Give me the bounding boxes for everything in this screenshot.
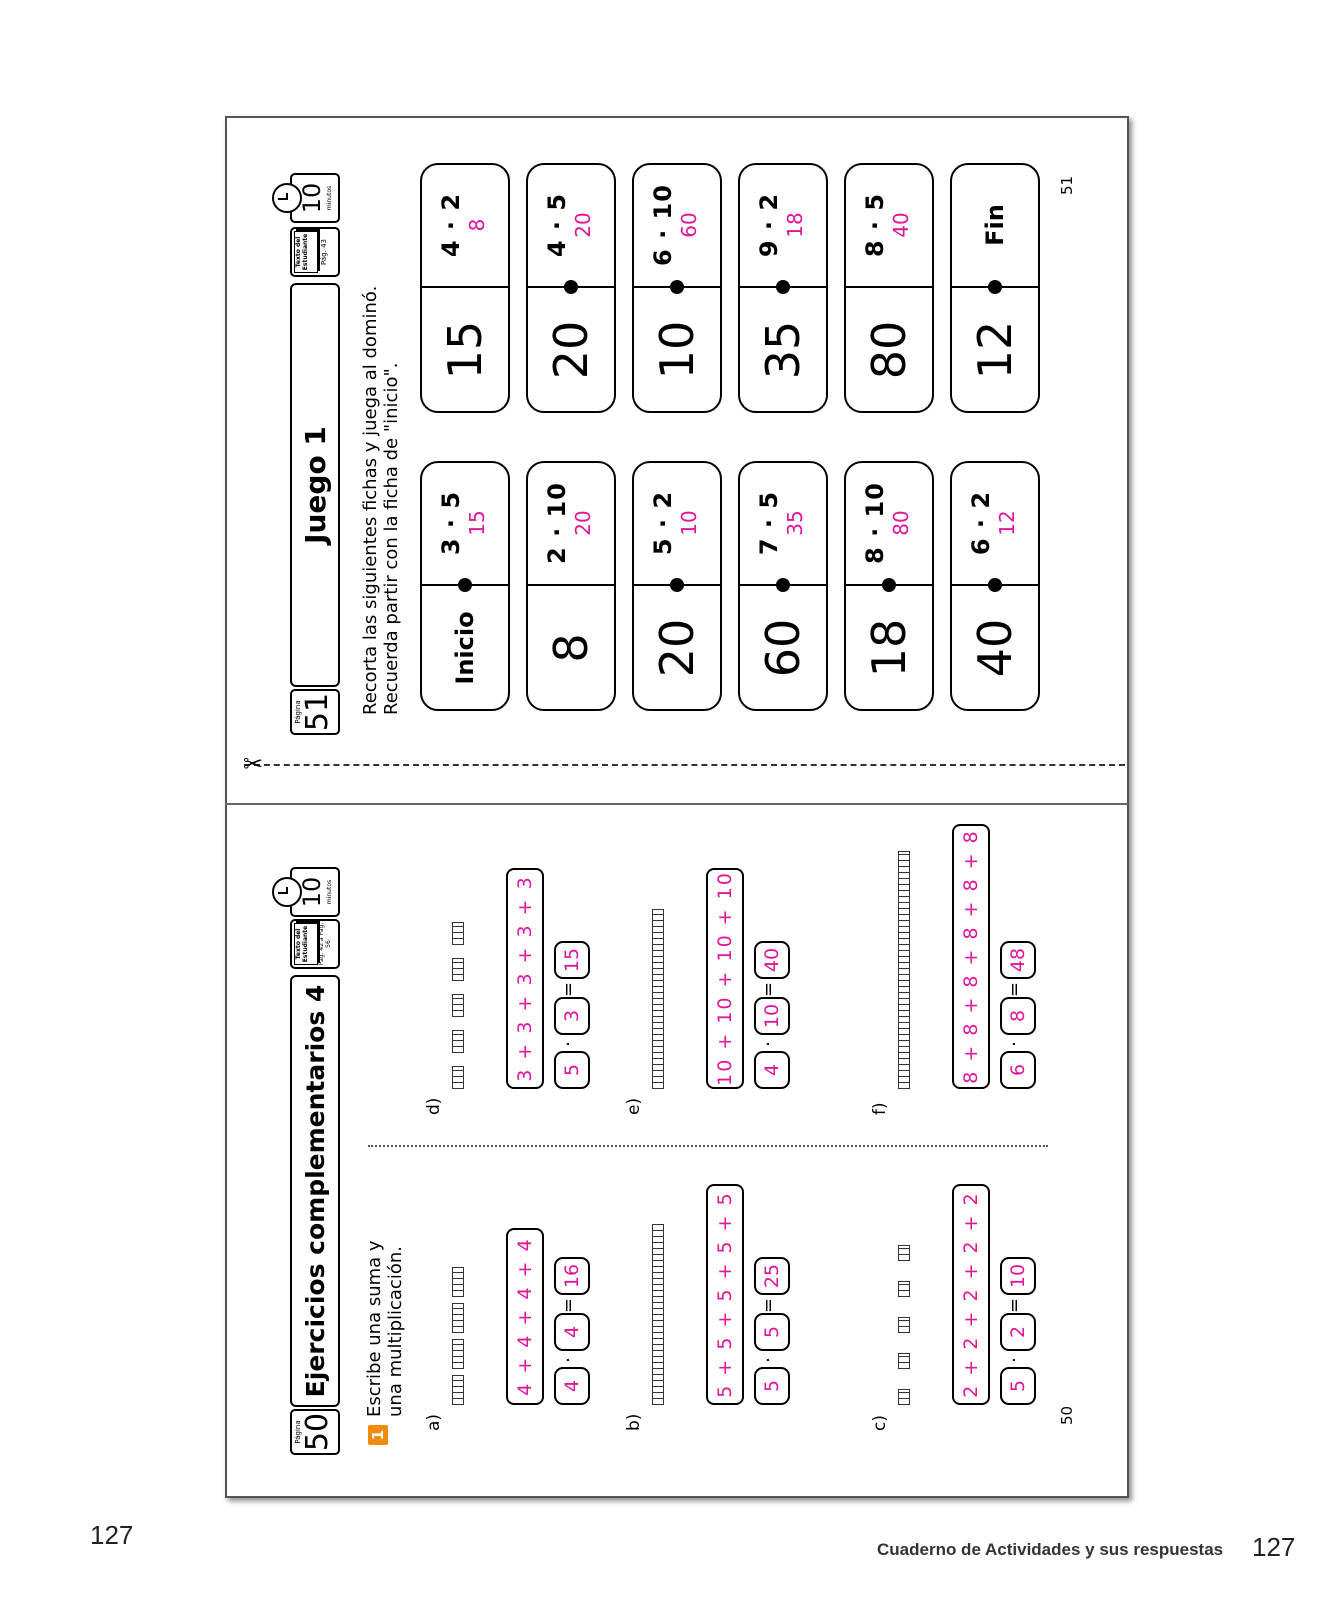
factor-box: 5	[554, 1051, 590, 1089]
domino-answer: 40	[889, 212, 913, 238]
texto-estudiante-ref	[290, 227, 340, 277]
timer-badge	[290, 867, 340, 917]
sum-answer: 10 + 10 + 10 + 10	[706, 868, 744, 1089]
multiply-operator: ·	[558, 1041, 579, 1047]
texto-ref: Pág. 42 a Pág. 56	[318, 922, 332, 966]
pagina-label: Página	[294, 700, 302, 724]
base-ten-block	[652, 1260, 664, 1297]
instruction-line-1: Escribe una suma y	[364, 1240, 385, 1417]
domino-tile[interactable]	[632, 461, 722, 711]
domino-left-value: 20	[544, 320, 598, 380]
domino-tile[interactable]	[420, 163, 510, 413]
pagina-label: Página	[294, 1420, 302, 1444]
page-number: 51	[1058, 175, 1076, 195]
pagina-number: 51	[300, 692, 335, 732]
domino-divider	[422, 286, 508, 288]
sum-answer: 3 + 3 + 3 + 3 + 3	[506, 868, 544, 1089]
pagina-number: 50	[300, 1412, 335, 1452]
base-ten-block	[452, 1339, 464, 1369]
equals-operator: =	[758, 1297, 779, 1313]
factor-box: 4	[554, 1313, 590, 1351]
page-fold	[225, 803, 1127, 805]
domino-left-value: Inicio	[451, 611, 479, 685]
equals-operator: =	[558, 981, 579, 997]
scissors-icon: ✂	[243, 750, 264, 778]
equals-operator: =	[1004, 1297, 1025, 1313]
domino-tile[interactable]	[526, 461, 616, 711]
exercise-number-badge: 1	[368, 1425, 388, 1445]
page-number: 50	[1058, 1405, 1076, 1425]
domino-answer: 60	[677, 212, 701, 238]
product-box: 15	[554, 941, 590, 979]
domino-tile[interactable]	[526, 163, 616, 413]
factor-box: 5	[1000, 1367, 1036, 1405]
domino-answer: 18	[783, 212, 807, 238]
factor-box: 5	[754, 1313, 790, 1351]
footer-page-number-right: 127	[1252, 1532, 1296, 1562]
domino-answer: 15	[465, 510, 489, 536]
base-ten-block	[452, 1303, 464, 1333]
sum-answer: 4 + 4 + 4 + 4	[506, 1228, 544, 1405]
timer-unit: minutos	[326, 879, 333, 905]
page-50	[290, 829, 1090, 1455]
domino-answer: 10	[677, 510, 701, 536]
domino-left-value: 15	[438, 320, 492, 380]
factor-box: 2	[1000, 1313, 1036, 1351]
domino-left-value: 35	[756, 320, 810, 380]
domino-expression: 4 · 2	[437, 192, 465, 258]
texto-estudiante-ref	[290, 919, 340, 969]
base-ten-block	[652, 909, 664, 981]
page-number-badge	[290, 689, 340, 735]
factor-box: 4	[754, 1051, 790, 1089]
exercise-label: f)	[870, 1102, 890, 1115]
domino-answer: 35	[783, 510, 807, 536]
product-box: 16	[554, 1257, 590, 1295]
instruction-line-2: Recuerda partir con la ficha de "inicio".	[381, 362, 402, 715]
base-ten-block	[898, 1281, 910, 1297]
timer-badge	[290, 173, 340, 223]
instruction-line-1: Recorta las siguientes fichas y juega al dominó.	[360, 285, 381, 715]
page-number-badge	[290, 1409, 340, 1455]
domino-answer: 80	[889, 510, 913, 536]
timer-minutes: 10	[298, 876, 326, 908]
instruction-line-2: una multiplicación.	[385, 1246, 406, 1417]
timer-unit: minutos	[326, 185, 333, 211]
factor-box: 6	[1000, 1051, 1036, 1089]
multiply-operator: ·	[1004, 1041, 1025, 1047]
domino-left-value: 12	[968, 320, 1022, 380]
domino-expression: 2 · 10	[543, 482, 571, 564]
factor-box: 8	[1000, 997, 1036, 1035]
page-title	[290, 283, 340, 687]
timer-minutes: 10	[298, 182, 326, 214]
factor-box: 3	[554, 997, 590, 1035]
domino-tile[interactable]	[632, 163, 722, 413]
domino-expression: 3 · 5	[437, 490, 465, 556]
domino-tile[interactable]	[420, 461, 510, 711]
multiply-operator: ·	[1004, 1357, 1025, 1363]
domino-answer: 20	[571, 510, 595, 536]
exercise-label: a)	[424, 1413, 444, 1431]
base-ten-block	[452, 994, 464, 1017]
multiply-operator: ·	[758, 1041, 779, 1047]
base-ten-block	[452, 1066, 464, 1089]
domino-left-value: 10	[650, 320, 704, 380]
domino-left-value: 20	[650, 618, 704, 678]
page-title	[290, 975, 340, 1407]
domino-tile[interactable]	[738, 163, 828, 413]
domino-tile[interactable]	[844, 461, 934, 711]
domino-expression: 6 · 10	[649, 184, 677, 266]
base-ten-block	[898, 1389, 910, 1405]
base-ten-block	[652, 1332, 664, 1369]
domino-left-value: 18	[862, 618, 916, 678]
domino-divider	[846, 286, 932, 288]
product-box: 10	[1000, 1257, 1036, 1295]
domino-left-value: 60	[756, 618, 810, 678]
domino-answer: 12	[995, 510, 1019, 536]
sum-answer: 8 + 8 + 8 + 8 + 8 + 8	[952, 824, 990, 1089]
page-51	[290, 155, 1090, 735]
instruction	[360, 155, 402, 715]
domino-expression: 5 · 2	[649, 490, 677, 556]
domino-answer: 8	[465, 218, 489, 232]
footer-page-number-left: 127	[90, 1520, 134, 1550]
base-ten-block	[652, 1224, 664, 1261]
factor-box: 5	[754, 1367, 790, 1405]
book-icon: Texto del Estudiante	[294, 923, 318, 965]
multiply-operator: ·	[558, 1357, 579, 1363]
book-icon: Texto del Estudiante	[294, 231, 318, 273]
base-ten-block	[452, 922, 464, 945]
domino-tile[interactable]	[738, 461, 828, 711]
exercise-label: d)	[424, 1097, 444, 1115]
equals-operator: =	[1004, 981, 1025, 997]
exercise-label: b)	[624, 1413, 644, 1431]
domino-left-value: 40	[968, 618, 1022, 678]
base-ten-block	[452, 1267, 464, 1297]
exercise-label: e)	[624, 1097, 644, 1115]
domino-answer: 20	[571, 212, 595, 238]
base-ten-block	[652, 1368, 664, 1405]
base-ten-block	[898, 1353, 910, 1369]
equals-operator: =	[758, 981, 779, 997]
exercise-label: c)	[870, 1415, 890, 1431]
base-ten-block	[898, 1317, 910, 1333]
domino-expression: 8 · 10	[861, 482, 889, 564]
instruction	[364, 1117, 406, 1417]
texto-ref: Pág. 43	[320, 239, 328, 265]
base-ten-block	[898, 1245, 910, 1261]
domino-tile[interactable]	[950, 461, 1040, 711]
product-box: 40	[754, 941, 790, 979]
domino-expression: 9 · 2	[755, 192, 783, 258]
factor-box: 10	[754, 997, 790, 1035]
domino-left-value: 80	[862, 320, 916, 380]
domino-expression: 4 · 5	[543, 192, 571, 258]
base-ten-block	[452, 1375, 464, 1405]
domino-divider	[528, 584, 614, 586]
base-ten-block	[452, 1030, 464, 1053]
domino-expression: 8 · 5	[861, 192, 889, 258]
domino-tile[interactable]	[844, 163, 934, 413]
base-ten-block	[452, 958, 464, 981]
domino-expression: 6 · 2	[967, 490, 995, 556]
sum-answer: 2 + 2 + 2 + 2 + 2	[952, 1184, 990, 1405]
cut-line	[244, 764, 1125, 766]
base-ten-block	[652, 1296, 664, 1333]
factor-box: 4	[554, 1367, 590, 1405]
page-title-text: Ejercicios complementarios 4	[300, 984, 330, 1398]
product-box: 48	[1000, 941, 1036, 979]
page-title-text: Juego 1	[298, 426, 332, 544]
domino-expression: 7 · 5	[755, 490, 783, 556]
sum-answer: 5 + 5 + 5 + 5 + 5	[706, 1184, 744, 1405]
product-box: 25	[754, 1257, 790, 1295]
domino-left-value: 8	[544, 633, 598, 663]
domino-tile[interactable]	[950, 163, 1040, 413]
column-divider	[368, 1145, 1048, 1147]
base-ten-block	[898, 851, 910, 909]
equals-operator: =	[558, 1297, 579, 1313]
footer-title: Cuaderno de Actividades y sus respuestas	[877, 1540, 1224, 1559]
domino-end-label: Fin	[981, 204, 1009, 246]
multiply-operator: ·	[758, 1357, 779, 1363]
